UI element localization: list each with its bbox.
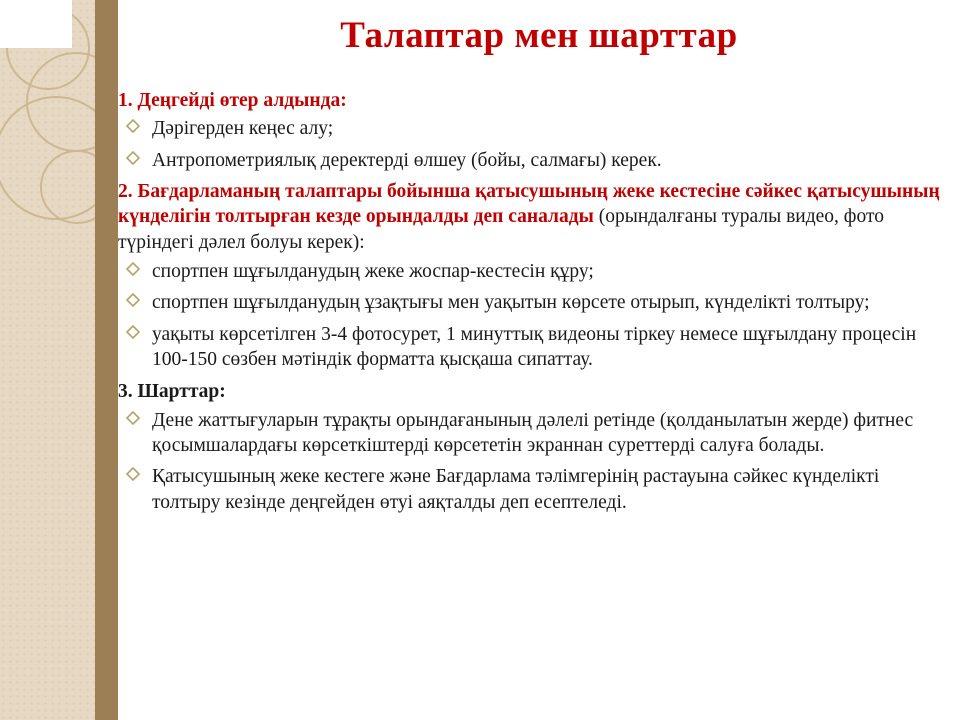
section-requirements-before <box>118 88 946 173</box>
list-item-text: Дәрігерден кеңес алу; <box>152 118 334 140</box>
brown-vertical-strip <box>95 0 118 720</box>
list-item <box>118 116 946 141</box>
diamond-bullet-icon <box>126 411 140 425</box>
section-program-requirements <box>118 179 946 372</box>
list-item <box>118 148 946 173</box>
diamond-bullet-icon <box>126 467 140 481</box>
slide-body <box>118 88 946 521</box>
page-title: Талаптар мен шарттар <box>340 15 738 56</box>
section-paragraph-emphasis: 2. Бағдарламаның талаптары бойынша қатысушының жеке кестесіне сәйкес қатысушының күнделігін толтырған кезде орындалды деп саналады <box>118 181 940 228</box>
list-item <box>118 464 946 515</box>
decorative-left-band <box>0 0 118 720</box>
list-item-text: Қатысушының жеке кестеге және Бағдарлама тәлімгерінің растауына сәйкес күнделікті толтыру кезінде деңгейден өтуі аяқталды деп есептеледі. <box>152 466 880 513</box>
diamond-bullet-icon <box>126 293 140 307</box>
list-item <box>118 408 946 459</box>
diamond-bullet-icon <box>126 151 140 165</box>
section-paragraph <box>118 179 946 255</box>
list-item <box>118 322 946 373</box>
diamond-bullet-icon <box>126 119 140 133</box>
bullet-list <box>118 116 946 173</box>
bullet-list <box>118 408 946 515</box>
diamond-bullet-icon <box>126 262 140 276</box>
section-conditions <box>118 379 946 515</box>
section-heading: 3. Шарттар: <box>118 381 226 403</box>
white-corner-block <box>0 0 72 48</box>
list-item-text: уақыты көрсетілген 3-4 фотосурет, 1 минуттық видеоны тіркеу немесе шұғылдану процесін 100-150 сөзбен мәтіндік форматта қысқаша сипаттау. <box>152 323 917 371</box>
list-item-text: спортпен шұғылданудың ұзақтығы мен уақытын көрсете отырып, күнделікті толтыру; <box>152 292 870 314</box>
list-item-text: Антропометриялық деректерді өлшеу (бойы, салмағы) керек. <box>152 149 662 171</box>
list-item-text: Дене жаттығуларын тұрақты орындағанының дәлелі ретінде (қолданылатын жерде) фитнес қосымшалардағы көрсеткіштерді көрсететін экраннан суреттерді салуға болады. <box>152 409 914 457</box>
section-paragraph-rest: (орындалғаны туралы видео, фото түріндегі дәлел болуы керек): <box>118 206 884 253</box>
list-item <box>118 290 946 315</box>
diamond-bullet-icon <box>126 325 140 339</box>
list-item <box>118 259 946 284</box>
section-heading: 1. Деңгейді өтер алдында: <box>118 90 347 111</box>
list-item-text: спортпен шұғылданудың жеке жоспар-кестесін құру; <box>152 261 594 283</box>
bullet-list <box>118 259 946 372</box>
